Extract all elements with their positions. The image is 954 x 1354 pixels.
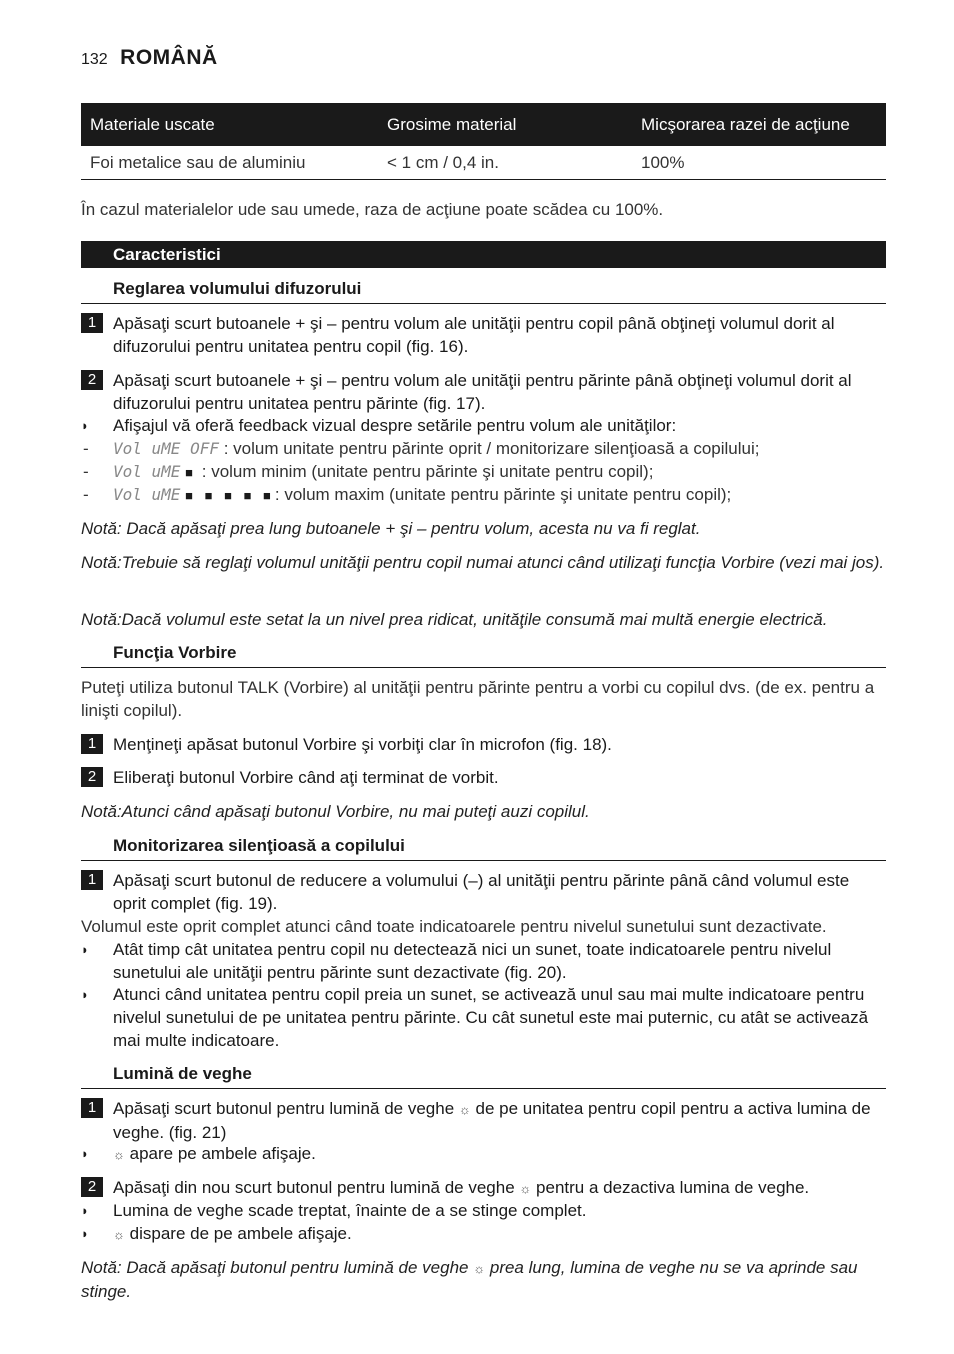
night-light-icon: ☼ [113,1147,125,1162]
bullet-text: apare pe ambele afişaje. [124,1144,316,1163]
step-item [81,869,886,915]
silent-title: Monitorizarea silenţioasă a copilului [113,836,405,855]
table-cell: Foi metalice sau de aluminiu [81,146,378,180]
note-text: Notă:Dacă volumul este setat la un nivel prea ridicat, unităţile consumă mai multă energie electrică. [81,610,828,629]
table-header-cell: Micşorarea razei de acţiune [632,103,886,146]
note-text: Notă:Trebuie să reglaţi volumul unităţii pentru copil numai atunci când utilizaţi funcţia Vorbire (vezi mai jos). [81,553,885,572]
step-item [81,733,886,756]
night-light-icon: ☼ [519,1181,532,1196]
materials-table [81,103,886,180]
bullet-item [81,983,886,1052]
bullet-icon: ◗ [81,1203,89,1218]
bullet-text: dispare de pe ambele afişaje. [124,1224,352,1243]
step-text: pentru a dezactiva lumina de veghe. [531,1178,810,1197]
table-header-cell: Materiale uscate [81,103,378,146]
step-text: Apăsaţi scurt butoanele + şi – pentru volum ale unităţii pentru părinte până obţineţi volumul dorit al difuzorului pentru unitatea pentru părinte (fig. 17). [113,371,852,413]
night-light-title: Lumină de veghe [113,1064,252,1083]
lcd-display-text: Vol uME OFF [113,439,219,458]
paragraph-text: Volumul este oprit complet atunci când toate indicatoarele pentru nivelul sunetului sunt dezactivate. [81,917,827,936]
bullet-item [81,1142,886,1166]
subsection-heading [81,277,886,304]
dash-item [81,460,886,484]
step-text: Apăsaţi din nou scurt butonul pentru lumină de veghe [113,1178,520,1197]
night-light-icon: ☼ [458,1102,471,1117]
bullet-item [81,414,886,437]
step-item [81,766,886,789]
table-row [81,146,886,180]
dash-text: : volum minim (unitate pentru părinte şi unitate pentru copil); [197,462,654,481]
talk-title: Funcţia Vorbire [113,643,237,662]
step-number: 1 [81,1098,103,1118]
dash-icon: - [83,439,89,458]
step-number: 2 [81,767,103,787]
language-title: ROMÂNĂ [120,46,218,69]
table-cell: < 1 cm / 0,4 in. [378,146,632,180]
bullet-item [81,1199,886,1222]
subsection-heading [81,1062,886,1089]
step-text: Eliberaţi butonul Vorbire când aţi terminat de vorbit. [113,768,499,787]
step-number: 1 [81,870,103,890]
bullet-icon: ◗ [81,1226,89,1241]
step-text: de pe unitatea pentru copil pentru a activa lumina de veghe. (fig. 21) [113,1099,871,1142]
night-light-icon: ☼ [113,1227,125,1242]
subsection-heading [81,834,886,861]
step-item [81,312,886,358]
subsection-heading [81,641,886,668]
step-number: 2 [81,370,103,390]
step-text: Apăsaţi scurt butonul pentru lumină de veghe [113,1099,459,1118]
volume-bar-icon: ■ ■ ■ ■ ■ [185,488,275,503]
page-number: 132 [81,51,108,68]
wet-materials-note: În cazul materialelor ude sau umede, raza de acţiune poate scădea cu 100%. [81,200,664,219]
lcd-display-text: Vol uME [113,462,181,481]
bullet-text: Atât timp cât unitatea pentru copil nu detectează nici un sunet, toate indicatoarele pentru nivelul sunetului ale unităţii pentru părinte sunt dezactivate (fig. 20). [113,940,832,982]
step-text: Apăsaţi scurt butoanele + şi – pentru volum ale unităţii pentru copil până obţineţi volumul dorit al difuzorului pentru unitatea pentru copil (fig. 16). [113,314,835,356]
bullet-icon: ◗ [81,418,89,433]
paragraph-text: Puteţi utiliza butonul TALK (Vorbire) al unităţii pentru părinte pentru a vorbi cu copilul dvs. (de ex. pentru a linişti copilul). [81,678,875,720]
bullet-text: Atunci când unitatea pentru copil preia un sunet, se activează unul sau mai multe indicatoare pentru nivelul sunetului de pe unitatea pentru părinte. Cu cât sunetul este mai puternic, cu atât se activează mai multe indicatoare. [113,985,869,1050]
lcd-display-text: Vol uME [113,485,181,504]
bullet-item [81,1222,886,1246]
table-header-row [81,103,886,146]
dash-item [81,483,886,507]
bullet-icon: ◗ [81,942,89,957]
step-item [81,369,886,415]
step-text: Menţineţi apăsat butonul Vorbire şi vorbiţi clar în microfon (fig. 18). [113,735,612,754]
dash-icon: - [83,462,89,481]
page-header [81,46,218,70]
note-text: Notă: Dacă apăsaţi prea lung butoanele + şi – pentru volum, acesta nu va fi reglat. [81,519,701,538]
note-text-part: Notă: Dacă apăsaţi butonul pentru lumină de veghe [81,1258,474,1277]
dash-item [81,437,886,460]
step-number: 1 [81,313,103,333]
bullet-text: Afişajul vă oferă feedback vizual despre setările pentru volum ale unităţilor: [113,416,677,435]
step-number: 2 [81,1177,103,1197]
bullet-text: Lumina de veghe scade treptat, înainte de a se stinge complet. [113,1201,587,1220]
bullet-icon: ◗ [81,987,89,1002]
table-cell: 100% [632,146,886,180]
step-item [81,1176,886,1200]
dash-text: : volum unitate pentru părinte oprit / monitorizare silenţioasă a copilului; [218,439,760,458]
note-text [81,1256,886,1303]
step-item [81,1097,886,1144]
note-text: Notă:Atunci când apăsaţi butonul Vorbire, nu mai puteţi auzi copilul. [81,802,590,821]
section-bar [81,241,886,268]
volume-title: Reglarea volumului difuzorului [113,279,362,298]
table-header-cell: Grosime material [378,103,632,146]
step-number: 1 [81,734,103,754]
note-text-part: prea lung, lumina de veghe nu se va aprinde sau stinge. [81,1258,858,1301]
dash-icon: - [83,485,89,504]
bullet-item [81,938,886,984]
night-light-icon: ☼ [473,1261,486,1276]
section-title: Caracteristici [113,245,221,264]
bullet-icon: ◗ [81,1146,89,1161]
step-text: Apăsaţi scurt butonul de reducere a volumului (–) al unităţii pentru părinte până când volumul este oprit complet (fig. 19). [113,871,850,913]
volume-bar-icon: ■ [185,465,198,480]
dash-text: : volum maxim (unitate pentru părinte şi unitate pentru copil); [274,485,732,504]
